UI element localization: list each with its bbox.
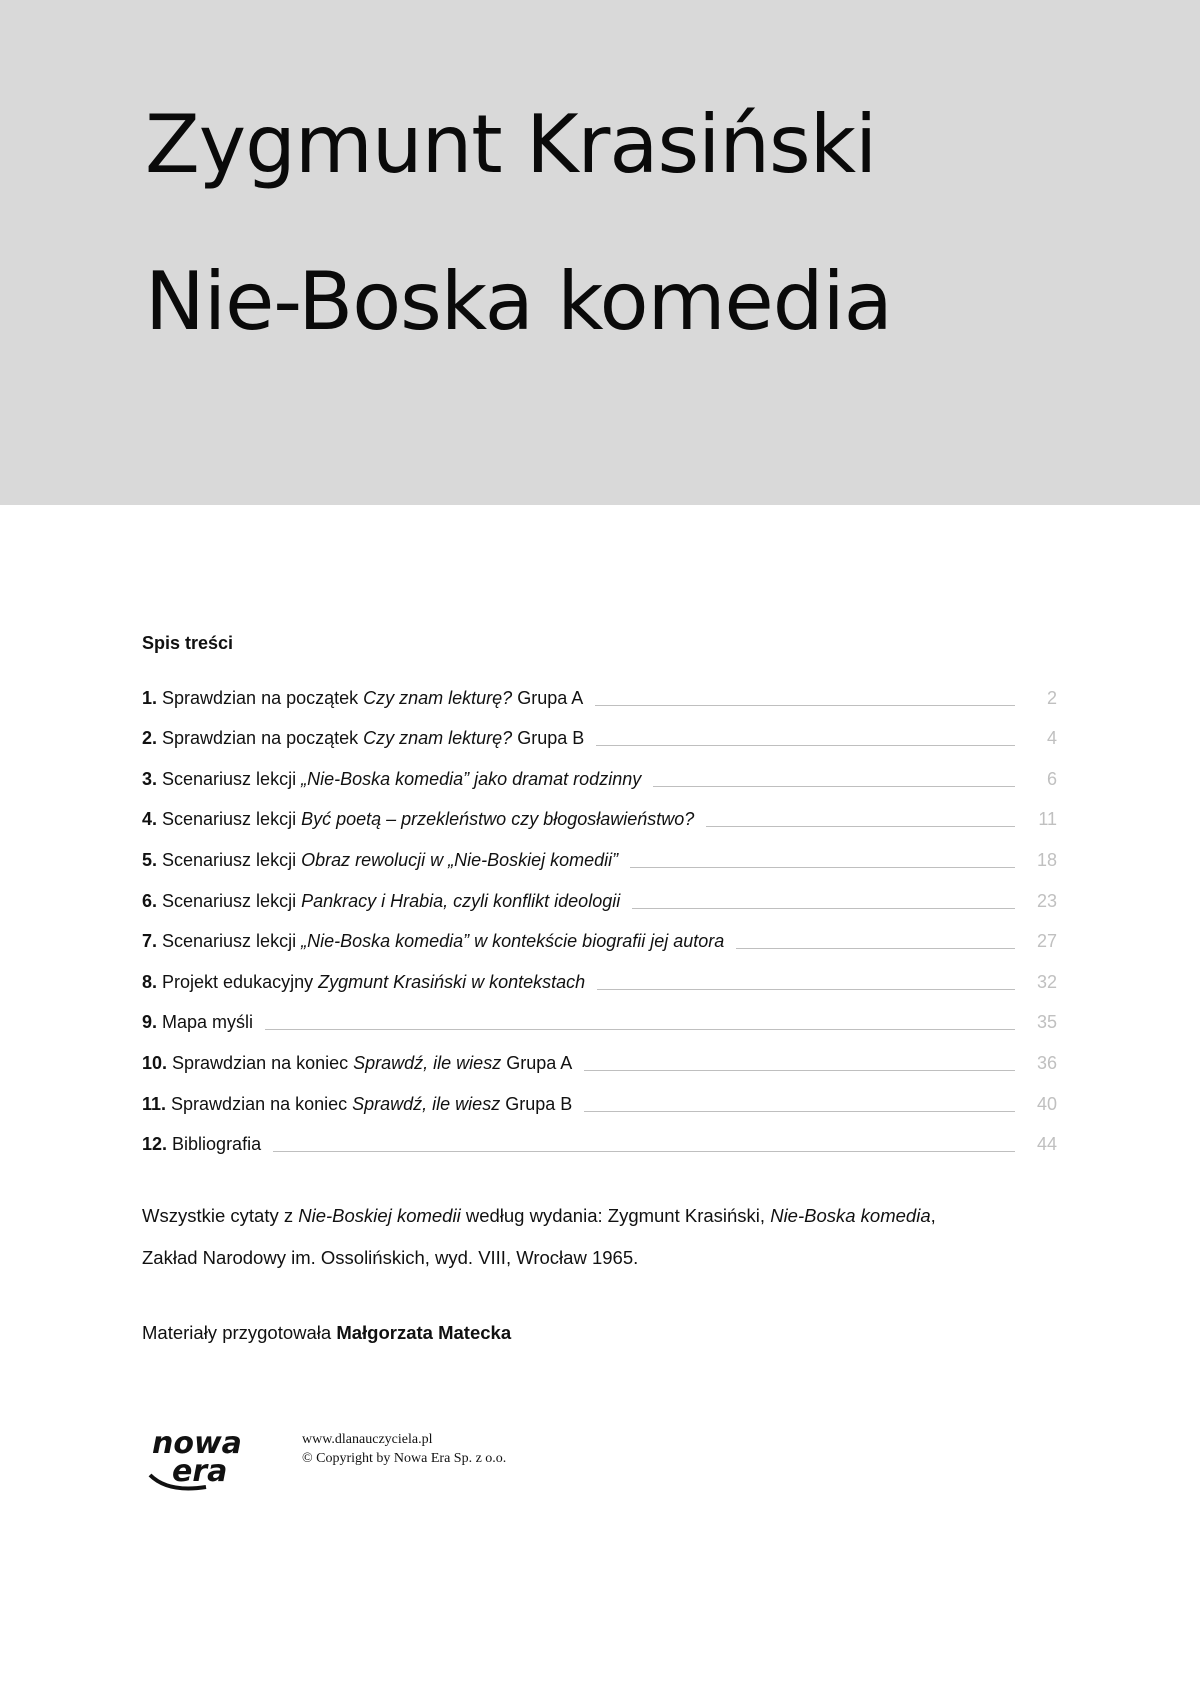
toc-item-number: 7.: [142, 931, 158, 952]
toc-item-text: Scenariusz lekcji: [157, 931, 302, 952]
toc-row: [142, 832, 1057, 873]
toc-leader-line: [706, 826, 1015, 827]
table-of-contents: [142, 630, 1057, 1157]
toc-item-suffix: Grupa B: [512, 728, 585, 749]
toc-item-text: Projekt edukacyjny: [157, 971, 319, 992]
author-title: Zygmunt Krasiński: [145, 98, 877, 191]
logo-text-top: nowa: [152, 1426, 242, 1461]
toc-page-number: 2: [1046, 687, 1057, 708]
toc-page-number: 36: [1036, 1052, 1057, 1073]
toc-row: [142, 873, 1057, 914]
toc-page-number: 6: [1046, 768, 1057, 789]
toc-item-title: „Nie-Boska komedia” w kontekście biografii jej autora: [301, 931, 725, 952]
copyright-text: © Copyright by Nowa Era Sp. z o.o.: [302, 1451, 507, 1466]
toc-heading: Spis treści: [142, 633, 234, 653]
toc-row: [142, 1117, 1057, 1158]
toc-page-number: 27: [1036, 931, 1057, 952]
toc-item-text: Bibliografia: [167, 1134, 262, 1155]
toc-item-text: Sprawdzian na początek: [157, 728, 364, 749]
logo-text-bottom: era: [172, 1454, 228, 1489]
toc-row: [142, 1035, 1057, 1076]
toc-page-number: 11: [1038, 809, 1057, 830]
toc-page-number: 35: [1036, 1012, 1057, 1033]
header-band: [0, 0, 1200, 505]
toc-leader-line: [584, 1070, 1015, 1071]
toc-item-title: Czy znam lekturę?: [363, 687, 513, 708]
toc-leader-line: [584, 1111, 1015, 1112]
credit-author: Małgorzata Matecka: [336, 1322, 512, 1343]
toc-item-title: Pankracy i Hrabia, czyli konflikt ideologii: [301, 890, 621, 911]
toc-item-number: 2.: [142, 728, 158, 749]
toc-item-text: Mapa myśli: [157, 1012, 254, 1033]
toc-item-number: 8.: [142, 971, 158, 992]
toc-row: [142, 670, 1057, 711]
toc-item-title: Zygmunt Krasiński w kontekstach: [318, 971, 586, 992]
toc-item-number: 11.: [142, 1093, 167, 1114]
toc-item-label: [142, 1050, 584, 1076]
toc-item-text: Sprawdzian na początek: [157, 687, 364, 708]
toc-item-number: 6.: [142, 890, 158, 911]
toc-item-label: [142, 806, 706, 832]
toc-leader-line: [597, 989, 1015, 990]
toc-item-label: [142, 1091, 584, 1117]
toc-item-suffix: Grupa B: [500, 1093, 573, 1114]
toc-item-number: 9.: [142, 1012, 158, 1033]
toc-leader-line: [596, 745, 1015, 746]
toc-page-number: 23: [1036, 890, 1057, 911]
citation-note: [142, 1195, 1082, 1279]
toc-item-number: 12.: [142, 1134, 168, 1155]
citation-italic-2: Nie-Boska komedia: [770, 1205, 931, 1226]
toc-item-number: 3.: [142, 768, 158, 789]
toc-leader-line: [265, 1029, 1015, 1030]
citation-text-2: według wydania: Zygmunt Krasiński,: [460, 1205, 771, 1226]
toc-item-text: Scenariusz lekcji: [157, 890, 302, 911]
toc-leader-line: [273, 1151, 1015, 1152]
toc-item-suffix: Grupa A: [501, 1052, 573, 1073]
toc-item-title: Czy znam lekturę?: [363, 728, 513, 749]
toc-item-number: 10.: [142, 1052, 168, 1073]
toc-row: [142, 914, 1057, 955]
toc-item-title: Sprawdź, ile wiesz: [352, 1093, 501, 1114]
toc-item-label: [142, 725, 596, 751]
toc-item-title: „Nie-Boska komedia” jako dramat rodzinny: [301, 768, 642, 789]
toc-item-title: Być poetą – przekleństwo czy błogosławieństwo?: [301, 809, 695, 830]
toc-item-number: 5.: [142, 849, 158, 870]
toc-item-label: [142, 1009, 265, 1035]
toc-leader-line: [632, 908, 1015, 909]
citation-italic-1: Nie-Boskiej komedii: [298, 1205, 461, 1226]
citation-note-line-1: [142, 1195, 1082, 1237]
toc-row: [142, 954, 1057, 995]
toc-item-text: Scenariusz lekcji: [157, 849, 302, 870]
citation-text-1: Wszystkie cytaty z: [142, 1205, 299, 1226]
toc-row: [142, 751, 1057, 792]
toc-item-number: 1.: [142, 687, 158, 708]
nowa-era-logo: [148, 1425, 258, 1495]
toc-item-label: [142, 888, 632, 914]
credit-prefix: Materiały przygotowała: [142, 1322, 337, 1343]
toc-page-number: 40: [1036, 1093, 1057, 1114]
toc-page-number: 4: [1046, 728, 1057, 749]
website-text: www.dlanauczyciela.pl: [302, 1432, 433, 1447]
toc-page-number: 18: [1036, 849, 1057, 870]
toc-row: [142, 792, 1057, 833]
toc-page-number: 32: [1036, 971, 1057, 992]
toc-row: [142, 995, 1057, 1036]
toc-item-label: [142, 928, 736, 954]
toc-leader-line: [736, 948, 1015, 949]
toc-item-label: [142, 847, 630, 873]
author-credit: [142, 1320, 511, 1346]
toc-leader-line: [595, 705, 1015, 706]
toc-page-number: 44: [1036, 1134, 1057, 1155]
toc-item-label: [142, 685, 595, 711]
work-title: Nie-Boska komedia: [145, 255, 892, 348]
toc-item-text: Scenariusz lekcji: [157, 768, 302, 789]
footer-info: [302, 1430, 506, 1468]
toc-item-number: 4.: [142, 809, 158, 830]
toc-item-label: [142, 1131, 273, 1157]
toc-item-text: Scenariusz lekcji: [157, 809, 302, 830]
toc-item-title: Obraz rewolucji w „Nie-Boskiej komedii”: [301, 849, 619, 870]
toc-row: [142, 1076, 1057, 1117]
toc-list: [142, 670, 1057, 1157]
toc-item-text: Sprawdzian na koniec: [166, 1093, 353, 1114]
citation-text-3: ,: [930, 1205, 936, 1226]
citation-note-line-2: Zakład Narodowy im. Ossolińskich, wyd. VIII, Wrocław 1965.: [142, 1247, 639, 1268]
toc-item-label: [142, 766, 653, 792]
toc-item-suffix: Grupa A: [512, 687, 584, 708]
toc-item-text: Sprawdzian na koniec: [167, 1052, 354, 1073]
toc-item-label: [142, 969, 597, 995]
toc-leader-line: [653, 786, 1015, 787]
toc-leader-line: [630, 867, 1015, 868]
toc-item-title: Sprawdź, ile wiesz: [353, 1052, 502, 1073]
toc-row: [142, 711, 1057, 752]
